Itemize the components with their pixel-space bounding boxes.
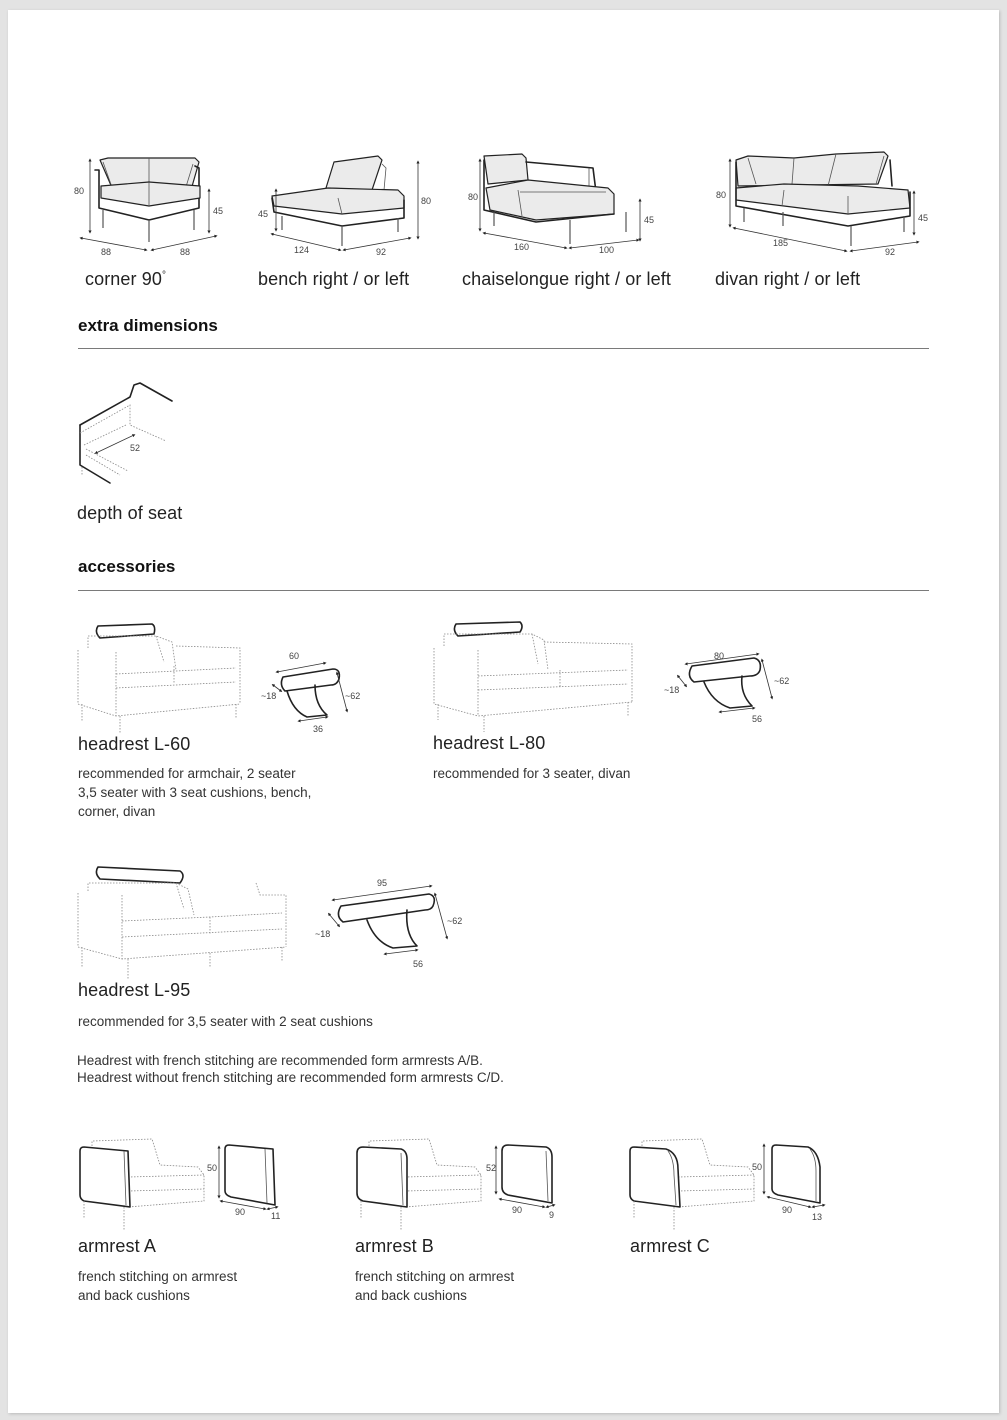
- module-label: chaiselongue right / or left: [462, 269, 671, 289]
- section-divider: [78, 348, 929, 349]
- module-label: bench right / or left: [258, 269, 410, 289]
- svg-text:11: 11: [271, 1211, 281, 1221]
- module-label: corner 90°: [85, 269, 167, 289]
- seat-depth-drawing: [76, 375, 196, 485]
- svg-text:45: 45: [258, 209, 269, 219]
- svg-text:92: 92: [885, 247, 896, 257]
- headrest-l80-sofa-drawing: [432, 620, 632, 730]
- svg-text:52: 52: [130, 443, 141, 453]
- headrest-l80-dimension-drawing: [658, 640, 790, 724]
- svg-text:88: 88: [180, 247, 191, 257]
- svg-text:100: 100: [599, 245, 615, 255]
- svg-text:~18: ~18: [315, 929, 331, 939]
- svg-text:~18: ~18: [664, 685, 680, 695]
- svg-text:45: 45: [644, 215, 655, 225]
- divan-sofa-drawing: [708, 150, 938, 260]
- bench-sofa-drawing: [248, 150, 438, 260]
- svg-text:92: 92: [376, 247, 387, 257]
- svg-text:36: 36: [313, 724, 324, 734]
- svg-text:88: 88: [101, 247, 112, 257]
- armrest-a-name: armrest A: [78, 1236, 156, 1256]
- svg-text:50: 50: [207, 1163, 218, 1173]
- module-corner: [73, 150, 233, 290]
- svg-text:50: 50: [752, 1162, 763, 1172]
- svg-text:80: 80: [714, 651, 725, 661]
- svg-text:60: 60: [289, 651, 300, 661]
- armrest-b-description: french stitching on armrest and back cushions: [355, 1269, 515, 1303]
- headrest-l60-sofa-drawing: [76, 622, 256, 732]
- svg-text:~62: ~62: [345, 691, 361, 701]
- armrest-c-name: armrest C: [630, 1236, 710, 1256]
- armrest-a-sofa-drawing: [78, 1135, 208, 1225]
- svg-text:80: 80: [74, 186, 85, 196]
- svg-text:45: 45: [918, 213, 929, 223]
- headrest-l95-name: headrest L-95: [78, 980, 191, 1000]
- armrest-a-description: french stitching on armrest and back cushions: [78, 1269, 238, 1303]
- headrest-l95-description: recommended for 3,5 seater with 2 seat cushions: [78, 1014, 373, 1029]
- section-title-accessories: accessories: [78, 557, 176, 576]
- svg-text:56: 56: [752, 714, 763, 724]
- section-divider: [78, 590, 929, 591]
- headrest-l95-dimension-drawing: [313, 878, 463, 970]
- headrest-l95-sofa-drawing: [76, 863, 296, 973]
- spec-page: [8, 10, 999, 1413]
- svg-text:45: 45: [213, 206, 224, 216]
- section-title-extra-dimensions: extra dimensions: [78, 316, 218, 335]
- module-bench: [248, 150, 438, 290]
- svg-text:52: 52: [486, 1163, 497, 1173]
- svg-text:90: 90: [512, 1205, 523, 1215]
- svg-text:13: 13: [812, 1212, 823, 1222]
- armrest-c-sofa-drawing: [628, 1135, 758, 1225]
- svg-text:185: 185: [773, 238, 789, 248]
- svg-text:95: 95: [377, 878, 388, 888]
- svg-text:~62: ~62: [774, 676, 790, 686]
- svg-text:90: 90: [235, 1207, 246, 1217]
- armrest-b-name: armrest B: [355, 1236, 434, 1256]
- svg-text:160: 160: [514, 242, 530, 252]
- module-label: divan right / or left: [715, 269, 861, 289]
- svg-text:80: 80: [421, 196, 432, 206]
- headrest-l80-description: recommended for 3 seater, divan: [433, 766, 631, 781]
- svg-text:~18: ~18: [261, 691, 277, 701]
- armrest-b-dimension-drawing: [486, 1145, 570, 1235]
- svg-text:9: 9: [549, 1210, 555, 1220]
- module-divan: [708, 150, 938, 290]
- svg-text:56: 56: [413, 959, 424, 969]
- svg-text:124: 124: [294, 245, 310, 255]
- svg-text:80: 80: [468, 192, 479, 202]
- headrest-stitching-note: Headrest with french stitching are recommended form armrests A/B. Headrest without french stitching are recommended form armrests C/D.: [77, 1053, 504, 1085]
- module-chaiselongue: [456, 150, 686, 290]
- armrest-c-dimension-drawing: [752, 1145, 840, 1235]
- seat-depth-label: depth of seat: [77, 503, 183, 523]
- corner-sofa-drawing: [73, 150, 233, 260]
- armrest-b-sofa-drawing: [355, 1135, 485, 1225]
- chaiselongue-sofa-drawing: [456, 150, 686, 260]
- headrest-l60-description: recommended for armchair, 2 seater 3,5 seater with 3 seat cushions, bench, corner, divan: [78, 766, 312, 819]
- headrest-l60-dimension-drawing: [261, 651, 373, 735]
- headrest-l60-name: headrest L-60: [78, 734, 191, 754]
- headrest-l80-name: headrest L-80: [433, 733, 546, 753]
- armrest-a-dimension-drawing: [207, 1145, 293, 1235]
- svg-text:80: 80: [716, 190, 727, 200]
- svg-text:~62: ~62: [447, 916, 463, 926]
- svg-text:90: 90: [782, 1205, 793, 1215]
